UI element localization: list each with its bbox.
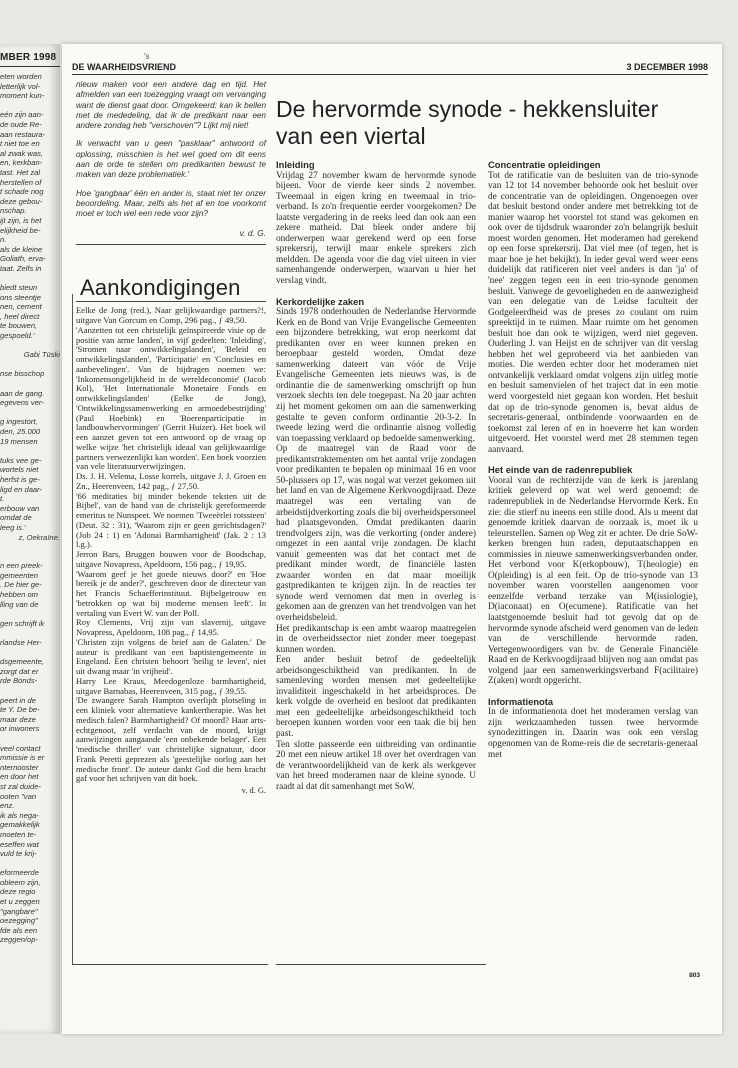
left-page-line: n een preek- (0, 561, 43, 571)
left-page-line: lling van de (0, 599, 39, 609)
page-header (72, 58, 708, 74)
left-page-line: Goliath, erva- (0, 254, 46, 264)
announcement-entry: Eelke de Jong (red.), Naar gelijkwaardige partners?!, uitgave Van Gorcum en Comp, 296 pag., ƒ 49,50. (76, 305, 266, 326)
left-page-line: eformeerde (0, 868, 39, 878)
left-page-line: al zwak was, (0, 148, 44, 158)
announcement-text: 'Christen zijn volgens de brief aan de Galaten.' De auteur is predikant van een baptistengemeente in Engeland. Een christen behoort 'heilig te leven', niet uit dwang maar 'in vrijheid'. (76, 636, 266, 677)
left-page-line (0, 686, 60, 696)
left-page-line: biedt steun (0, 283, 38, 293)
left-page-line: moment kun- (0, 91, 45, 101)
left-page-line: herfst is ge- (0, 474, 40, 484)
publication-name: DE WAARHEIDSVRIEND (72, 62, 177, 72)
left-page-line: tast. Het zal (0, 167, 41, 177)
left-page-rule (0, 66, 60, 67)
article-title: De hervormde synode - hekkensluiter van een viertal (276, 96, 659, 149)
left-page-line (0, 273, 60, 283)
left-page-line: de oude Re- (0, 119, 42, 129)
left-page-line: wortels niet (0, 465, 39, 475)
left-page-line: dsgemeente, (0, 657, 44, 667)
left-page-line: fde als een (0, 925, 38, 935)
intro-text (76, 80, 266, 238)
intro-paragraph: Ik verwacht van u geen "pasklaar" antwoord of oplossing, misschien is het wel goed om dit eens aan de orde te stellen om predikanten bewust te maken van deze problematiek.' (76, 139, 266, 180)
left-page-line: erbouw van (0, 503, 40, 513)
left-page-line: rlandse Her- (0, 638, 42, 648)
left-page-line: letterlijk vol- (0, 81, 41, 91)
left-page-line: egevens ver- (0, 398, 44, 408)
section-heading: Inleiding (276, 159, 315, 170)
left-bottom-rule (72, 964, 268, 965)
left-page-line: eseffen wat (0, 839, 39, 849)
left-page-line (0, 101, 60, 111)
left-page-line: nschap. (0, 206, 27, 216)
left-page-line (0, 408, 60, 418)
left-column (76, 80, 266, 796)
section-heading: Informatienota (488, 695, 554, 707)
left-page-header: MBER 1998 (0, 52, 57, 63)
left-page-line: hebben om (0, 590, 38, 600)
left-page-line: oezegging" (0, 916, 38, 926)
left-page-line: z, Oekraïne. (18, 532, 60, 542)
article-paragraph: Vrijdag 27 november kwam de hervormde synode bijeen. Voor de vierde keer sinds 2 november. Tweemaal in eigen kring en tweemaal in trio-verband. Is zo'n frequentie eerder voorgekomen? De laatste vergadering in de reeks leed dan ook aan een zekere matheid. Dat bleek onder andere bij onderwerpen waar gerekend werd op een forse sprekersrij, terwijl maar enkele sprekers zich meldden. De agenda voor die dag viel uiteen in vier samenhangende onderwerpen, waarvan u hier het verslag vindt. (276, 170, 476, 287)
left-page-line: enz. (0, 801, 15, 811)
section-heading: Het einde van de radenrepubliek (488, 464, 633, 476)
left-page-line: zorgt dat er (0, 666, 39, 676)
left-page-line: elijkheid be- (0, 225, 41, 235)
newspaper-page (62, 44, 722, 1034)
intro-paragraph: Hoe 'gangbaar' één en ander is, staat niet ter onzer beoordeling. Maar, zelfs als het af en toe voorkomt moet er toch wel een rede voor zijn? (76, 188, 266, 219)
section-divider (76, 244, 266, 245)
left-page-line: te Y. De be- (0, 705, 40, 715)
left-page-line: g ingestort, (0, 417, 38, 427)
announcement-entry: Roy Clements, Vrij zijn van slavernij, uitgave Novapress, Apeldoorn, 108 pag., ƒ 14,95. (76, 617, 266, 638)
article-paragraph: Vooral van de rechterzijde van de kerk is jarenlang kritiek geleverd op wat wel werd genoemd: de radenrepubliek in de Nederlandse Hervormde Kerk. En zie: die stierf nu ineens een stille dood. Als u meent dat genoemde kritiek daarvan de oorzaak is, moet ik u teleurstellen. Samen op Weg zit er achter. De drie SoW-kerken brengen hun raden, deputaatschappen en commissies in nieuwe samenwerkingsverbanden onder. Het verbond voor K(erkopbouw), T(heologie) en O(pleiding) is al een feit. Op de trio-synode van 13 november waren voorstellen aangenomen voor eenzelfde verband terzake van M(issiologie), D(iaconaat) en O(ecumene). Ratificatie van het laatstgenoemde besluit had tot gevolg dat op de hervormde synode afscheid werd genomen van de leden van de verschillende hervormde raden. Vertegenwoordigers van bv. de Generale Financiële Raad en de Kerkvoogdijraad blijven nog aan omdat pas volgend jaar een samenwerkingsverband F(acilitaire) Z(aken) wordt opgericht. (488, 475, 698, 687)
middle-bottom-rule (276, 964, 486, 965)
left-page-line: nternooster (0, 762, 39, 772)
left-page-line (0, 446, 60, 456)
left-page-line: t schade nog (0, 187, 44, 197)
article-paragraph: Tot de ratificatie van de besluiten van de trio-synode van 12 tot 14 november behoorde ook het besluit over de concentratie van de opleidingen. Ongenoegen over dat besluit bestond onder andere met betrekking tot de manier waarop het voorstel tot stand was gekomen en ook over de tijdsdruk waaronder zo'n belangrijk besluit moest worden genomen. Het moderamen had gerekend op een forse sprekersrij. Dat viel mee (of tegen, het is maar hoe je het bekijkt). In ieder geval werd weer eens duidelijk dat ratificeren niet veel anders is dan 'ja' of 'nee' zeggen tegen een in een trio-synode genomen besluit. Vanwege de gevoeligheden en de aanwezigheid van een delegatie van de Leidse faculteit der Godgeleerdheid was de preses zo coulant om ruim spreektijd in te ruimen. Maar ruimte om het genomen besluit hoe dan ook te wijzigen, werd niet gegeven. Ouderling J. van Heijst en de schrijver van dit verslag hebben het wel geprobeerd via het aanbieden van moties. Die werden echter door het moderamen niet ontvankelijk verklaard omdat volgens zijn uitleg motie en besluit samenvielen of het traject dat in een motie werd voorgesteld niet gegaan kon worden. Het besluit dat op de trio-synode genomen is, bevat aldus de secretaris-generaal, ontbindende voorwaarden en de toekomst zal leren of en in hoeverre het kan worden uitgevoerd. Het voorstel werd met 28 stemmen tegen aanvaard. (488, 170, 698, 455)
announcements-box-border (72, 294, 73, 964)
announcements-signature: v. d. G. (241, 786, 266, 796)
left-page-line: . De hier ge- (0, 580, 42, 590)
left-page-line: aan de gang. (0, 388, 45, 398)
left-page-line: deze regio (0, 887, 36, 897)
announcement-text: 'De zwangere Sarah Hampton overlijdt plotseling in een kliniek voor alternatieve kankertherapie. Was het medisch falen? Barmhartigheid? Of moord? Haar arts-echtgenoot, zelf verdacht van de moord, krijgt aanwijzingen aangaande 'een onbekende belager'. Een 'medische thriller' van christelijke signatuur, door Frank Peretti geprezen als 'geestelijke oorlog aan het medische front'. De auteur dankt God die hem kracht gaf voor het schrijven van dit boek. (76, 695, 266, 784)
left-page-line: rde Bonds- (0, 676, 38, 686)
left-page-line: Gabi Tüski (23, 350, 60, 360)
left-page-line: maar deze (0, 714, 36, 724)
left-page-line (0, 360, 60, 370)
left-page-line (0, 379, 60, 389)
left-page-text (0, 72, 60, 945)
left-page-line: ooten "van (0, 791, 37, 801)
left-page-line: taat. Zelfs in (0, 263, 42, 273)
left-page-line: mmissie is er (0, 753, 45, 763)
left-page-line: obleem zijn, (0, 877, 41, 887)
intro-signature: v. d. G. (239, 227, 266, 238)
article-middle-column (276, 160, 476, 792)
announcement-text: 'Waarom geef je het goede nieuws door?' en 'Hoe bereik je de ander?', geschreven door de directeur van het Francis Schaefferinstituut. Bijbelgetrouw en 'betrokken op wat bij moderne mensen leeft'. In vertaling van Evert W. van der Poll. (76, 568, 266, 618)
left-page-line: peert in de (0, 695, 36, 705)
left-page-line: ons steentje (0, 292, 41, 302)
left-page-line: ligd en daar- (0, 484, 43, 494)
left-page-line: herstellen of (0, 177, 42, 187)
announcement-entry: Harry Lee Kraus, Meedogenloze barmhartigheid, uitgave Barnabas, Heerenveen, 315 pag., ƒ 39,55. (76, 675, 266, 696)
article-paragraph: Ten slotte passeerde een uitbreiding van ordinantie 20 met een nieuw artikel 18 over het overdragen van de verantwoordelijkheid van de kerk als werkgever van het breed moderamen naar de kleine synode. U raadt al dat dit samenhangt met SoW. (276, 739, 476, 792)
article-paragraph: Het predikantschap is een ambt waarop maatregelen in de overheidssector niet zonder meer toegepast kunnen worden. (276, 623, 476, 655)
announcement-entry: Ds. J. H. Velema, Losse korrels, uitgave J. J. Groen en Zn., Heerenveen, 142 pag., ƒ 27,50. (76, 471, 266, 491)
left-page-line (0, 552, 60, 562)
left-page-line: gen schrijft ik (0, 618, 45, 628)
left-page-line (0, 609, 60, 619)
left-page-line: vuld te krij- (0, 849, 37, 859)
page-mark: 's (144, 52, 150, 61)
left-page-line: moeten te- (0, 829, 37, 839)
left-page-line: eén zijn aan- (0, 110, 44, 120)
left-page-line: gespoeld.' (0, 331, 35, 341)
left-page-line: leeg is.' (0, 522, 26, 532)
section-heading: Concentratie opleidingen (488, 159, 601, 170)
left-page-line (0, 648, 60, 658)
article-paragraph: In de informatienota doet het moderamen verslag van zijn werkzaamheden tussen twee hervormde synodezittingen in. Daarin was ook een verslag opgenomen van de Rome-reis die de secretaris-generaal met (488, 707, 698, 760)
left-page-line: t niet toe en (0, 139, 40, 149)
left-page-fragment (0, 44, 60, 1034)
left-page-line: nen, cement (0, 302, 42, 312)
announcement-text: '66 meditaties bij minder bekende teksten uit de Bijbel', van de hand van de christelijk gereformeerde emeritus te Nunspeet. We noemen 'Tweeërlei rotssteen' (Deut. 32 : 31), 'Waarom zijn er geen gerichtsdagen?' (Job 24 : 1) en 'Adonai Barmhartigheid' (Jak. 2 : 13 l.g.). (76, 490, 266, 550)
announcement-text: 'Aanzetten tot een christelijk geïnspireerde visie op de positie van arme landen', in vijf gedeelten: 'Inleiding', 'Stromen naar ontwikkelingslanden', 'Beleid en ontwikkelingslanden', 'Participatie' en 'Conclusies en aanbevelingen'. Van de bijdragen noemen we: 'Inkomensongelijkheid in de wereldeconomie' (Jacob Kol), 'Het Internationale Monetaire Fonds en ontwikkelingslanden' (Eelke de Jong), 'Ontwikkelingssamenwerking en armoedebestrijding' (Paul Hoebink) en 'Boerenparticipatie in landbouwhervormingen' (Gerrit Huizer). Het boek wil een aanzet geven tot een antwoord op de vraag op welke wijze 'het christelijk ideaal van gelijkwaardige partners verwezenlijkt kan worden'. Een boek voorzien van vele literatuurverwijzingen. (76, 324, 266, 472)
announcements-rule (76, 301, 266, 302)
left-page-line: te bouwen, (0, 321, 38, 331)
left-page-line: en door het (0, 772, 39, 782)
left-page-line: ijt zijn, is het (0, 215, 42, 225)
page-number: 803 (689, 972, 700, 979)
left-page-line: n. (0, 235, 7, 245)
left-page-line (0, 341, 60, 351)
issue-date: 3 DECEMBER 1998 (626, 62, 708, 72)
announcements-list (76, 306, 266, 796)
left-page-line: st zal duide- (0, 781, 41, 791)
left-page-line: et u zeggen (0, 897, 40, 907)
left-page-line: gemeenten (0, 570, 38, 580)
article-paragraph: Op de maatregel van de Raad voor de predikantstraktementen om het aantal vrije zondagen voor predikanten te bepalen op minimaal 16 en voor 50-plussers op 17, was nogal wat verzet gekomen uit het land en van de Algemene Kerkvoogdijraad. Deze maatregel was een vertaling van de arbeidstijdverkorting zoals die bij overheidspersoneel had plaatsgevonden. Omdat predikanten daarin trendvolgers zijn, was die verkorting (onder andere) omgezet in een aantal vrije zondagen. De klacht vanuit gemeenten was dat het contact met de predikant minder wordt, de financiële lasten zwaarder worden en dat maar moeilijk gastpredikanten te krijgen zijn. In de reacties ter synode werd vernomen dat men in overleg is gekomen aan de grenzen van het trendvolgen van het overheidsbeleid. (276, 444, 476, 623)
left-page-line: or inwoners (0, 724, 40, 734)
left-page-line: deze gebou- (0, 196, 43, 206)
left-page-line: den, 25.000 (0, 426, 41, 436)
left-page-line: als de kleine (0, 244, 43, 254)
left-page-line: nse bisschop (0, 369, 45, 379)
article-paragraph: Sinds 1978 onderhouden de Nederlandse Hervormde Kerk en de Bond van Vrije Evangelische Gemeenten een bijzondere betrekking, wat erop neerkomt dat predikanten over en weer kunnen preken en beroepbaar gesteld worden. Omdat deze samenwerking dateert van vóór de Vrije Evangelische Gemeenten iets nieuws was, is de ordinantie die de samenwerking omschrijft op hun verzoek slechts ten dele toegepast. Na 20 jaar achten zij het moment gekomen om aan die samenwerking gestalte te geven conform ordinantie 20-3-2. In tweede lezing werd die ordinantie alsnog volledig van toepassing verklaard op bedoelde samenwerking. (276, 307, 476, 444)
left-page-line (0, 628, 60, 638)
left-page-line: zeggen/op- (0, 935, 38, 945)
section-heading: Kerkordelijke zaken (276, 295, 365, 307)
left-page-line: aan restaura- (0, 129, 46, 139)
announcements-title: Aankondigingen (80, 274, 241, 300)
left-page-line: "gangbare" (0, 906, 38, 916)
article-paragraph: Een ander besluit betrof de gedeeltelijk arbeidsongeschiktheid van predikanten. In de samenleving worden mensen met gedeeltelijke invaliditeit ingeschakeld in het arbeidsproces. De kerk volgde de overheid en besloot dat predikanten met een gedeeltelijke arbeidsongeschiktheid toch beroepen kunnen worden voor een taak die bij hen past. (276, 655, 476, 739)
left-page-line: ik als nega- (0, 810, 39, 820)
header-rule (72, 74, 708, 75)
left-page-line: 19 mensen (0, 436, 38, 446)
left-page-line (0, 859, 60, 869)
left-page-line: veel contact (0, 743, 41, 753)
intro-paragraph: nieuw maken voor een andere dag en tijd. Het afmelden van een toezegging vraagt om vervanging want de dienst gaat door. Omgekeerd: kan ik bellen met de mededeling, dat ik de predikant naar een andere zondag heb "verschoven"? Lijkt mij niet! (76, 80, 266, 131)
left-page-line: , heel direct (0, 311, 40, 321)
left-page-line: t. (0, 494, 5, 504)
left-page-line: omdat de (0, 513, 32, 523)
article-right-column (488, 160, 698, 760)
left-page-line (0, 542, 60, 552)
left-page-line: en, kerkban- (0, 158, 43, 168)
announcement-entry: Jerron Bars, Bruggen bouwen voor de Boodschap, uitgave Novapress, Apeldoorn, 156 pag., ƒ 19,95. (76, 549, 266, 569)
left-page-line (0, 734, 60, 744)
left-page-line: tuks vee ge- (0, 455, 42, 465)
left-page-line: eten worden (0, 72, 42, 81)
left-page-line: gemakkelijk (0, 820, 40, 830)
